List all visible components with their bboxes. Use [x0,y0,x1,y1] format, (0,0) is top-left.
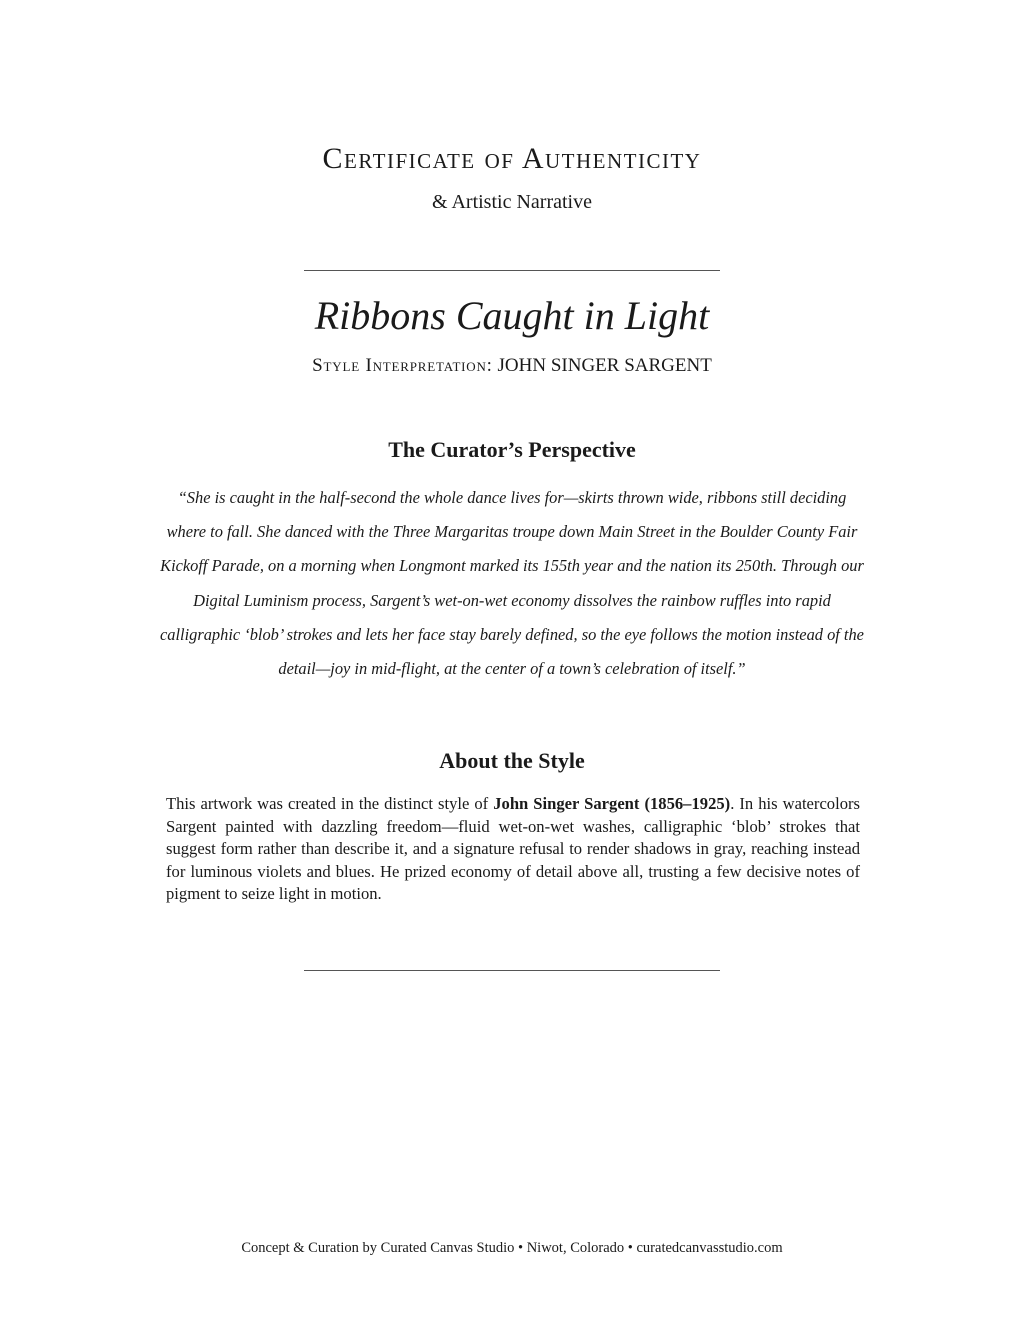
style-interpretation-label: Style Interpretation: [312,355,493,376]
top-divider [304,270,720,271]
style-interpretation-artist: JOHN SINGER SARGENT [497,355,712,376]
about-artist-name: John Singer Sargent (1856–1925) [493,794,731,813]
artwork-title: Ribbons Caught in Light [314,293,710,338]
certificate-title: Certificate of Authenticity [322,142,702,175]
footer-credit: Concept & Curation by Curated Canvas Studio • Niwot, Colorado • curatedcanvasstudio.com [241,1240,783,1256]
about-paragraph [166,793,860,906]
bottom-divider [304,970,720,971]
about-text-body: . In his watercolors Sargent painted with dazzling freedom—fluid wet-on-wet washes, calligraphic ‘blob’ strokes that suggest form rather than describe it, and a signature refusal to render shadows in gray, reaching instead for luminous violets and blues. He prized economy of detail above all, trusting a few decisive notes of pigment to seize light in motion. [166,794,860,904]
curator-heading: The Curator’s Perspective [388,437,636,462]
style-interpretation [0,355,1024,377]
curator-quote: “She is caught in the half-second the whole dance lives for—skirts thrown wide, ribbons still deciding where to fall. She danced with the Three Margaritas troupe down Main Street in the Boulder County Fair Kickoff Parade, on a morning when Longmont marked its 155th year and the nation its 250th. Through our Digital Luminism process, Sargent’s wet-on-wet economy dissolves the rainbow ruffles into rapid calligraphic ‘blob’ strokes and lets her face stay barely defined, so the eye follows the motion instead of the detail—joy in mid-flight, at the center of a town’s celebration of itself.” [160,488,864,679]
certificate-subtitle: & Artistic Narrative [432,191,592,213]
about-text-intro: This artwork was created in the distinct style of [166,794,494,813]
about-heading: About the Style [439,748,585,773]
